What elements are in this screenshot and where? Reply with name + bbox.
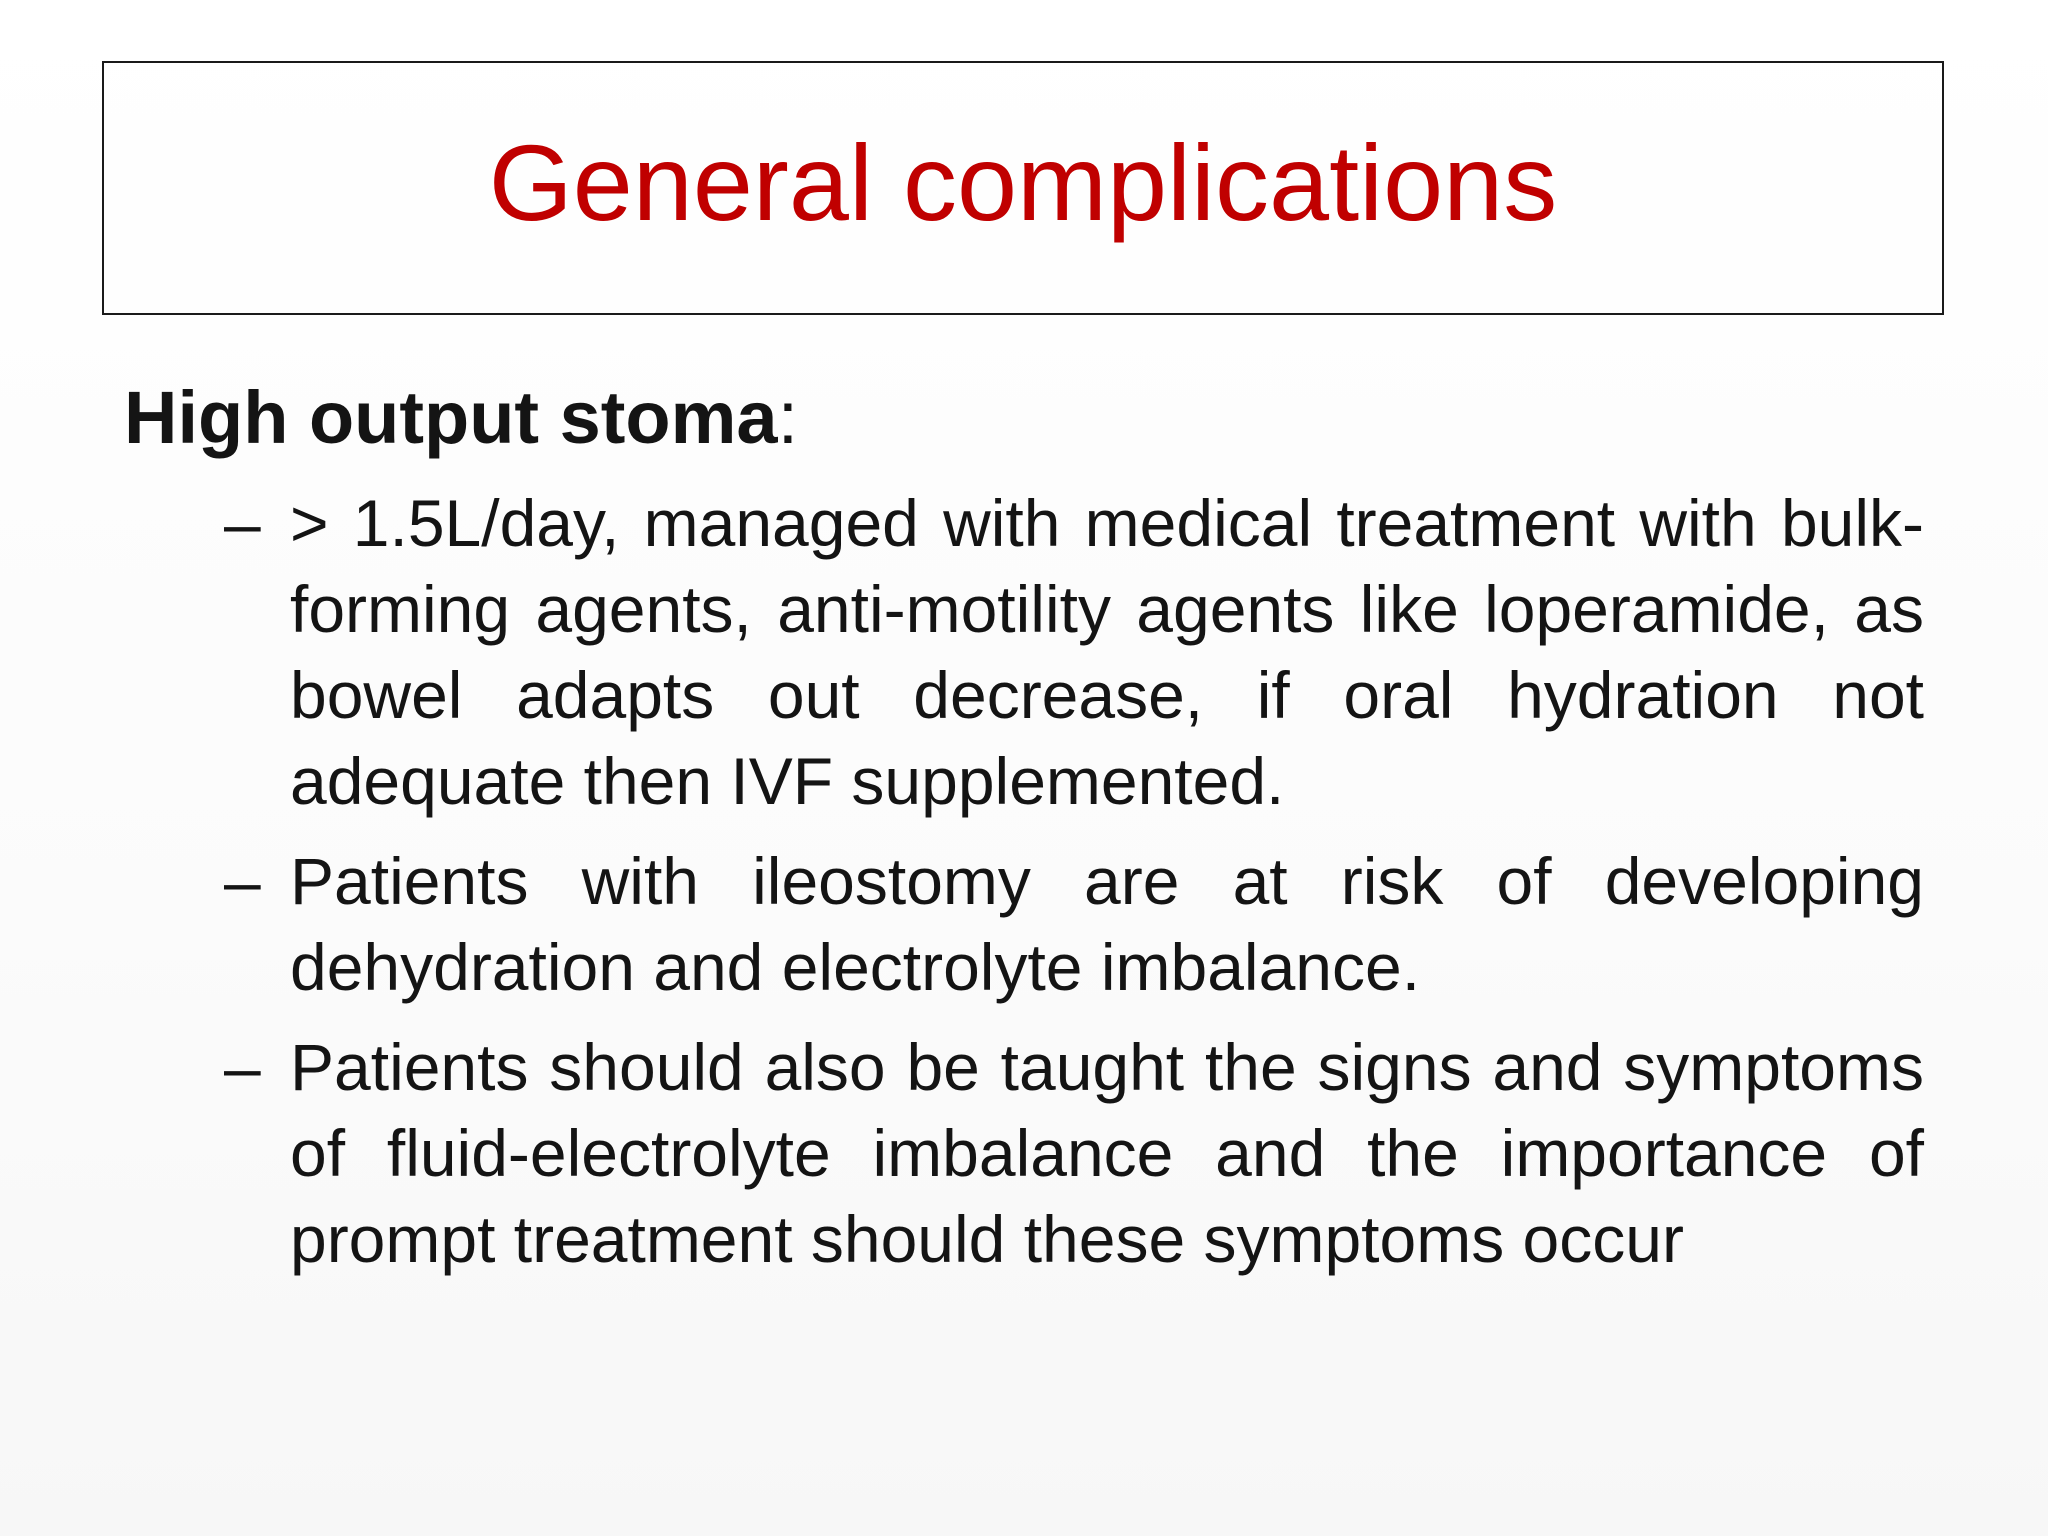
bullet-text: Patients should also be taught the signs and symptoms of fluid-electrolyte imbalance and the importance of prompt treatment should these symptoms occur xyxy=(290,1030,1924,1276)
bullet-item xyxy=(224,480,1924,824)
slide-title: General complications xyxy=(488,122,1558,243)
bullet-dash: – xyxy=(224,844,261,918)
section-heading xyxy=(124,372,798,464)
section-heading-colon: : xyxy=(777,376,799,459)
bullet-item xyxy=(224,838,1924,1010)
bullet-dash: – xyxy=(224,486,261,560)
bullet-text: Patients with ileostomy are at risk of developing dehydration and electrolyte imbalance. xyxy=(290,844,1924,1004)
bullet-item xyxy=(224,1024,1924,1282)
bullet-list xyxy=(224,480,1924,1296)
bullet-dash: – xyxy=(224,1030,261,1104)
bullet-text: > 1.5L/day, managed with medical treatment with bulk-forming agents, anti-motility agents like loperamide, as bowel adapts out decrease, if oral hydration not adequate then IVF supplemented. xyxy=(290,486,1924,818)
section-heading-text: High output stoma xyxy=(124,376,778,459)
title-box xyxy=(102,61,1944,315)
